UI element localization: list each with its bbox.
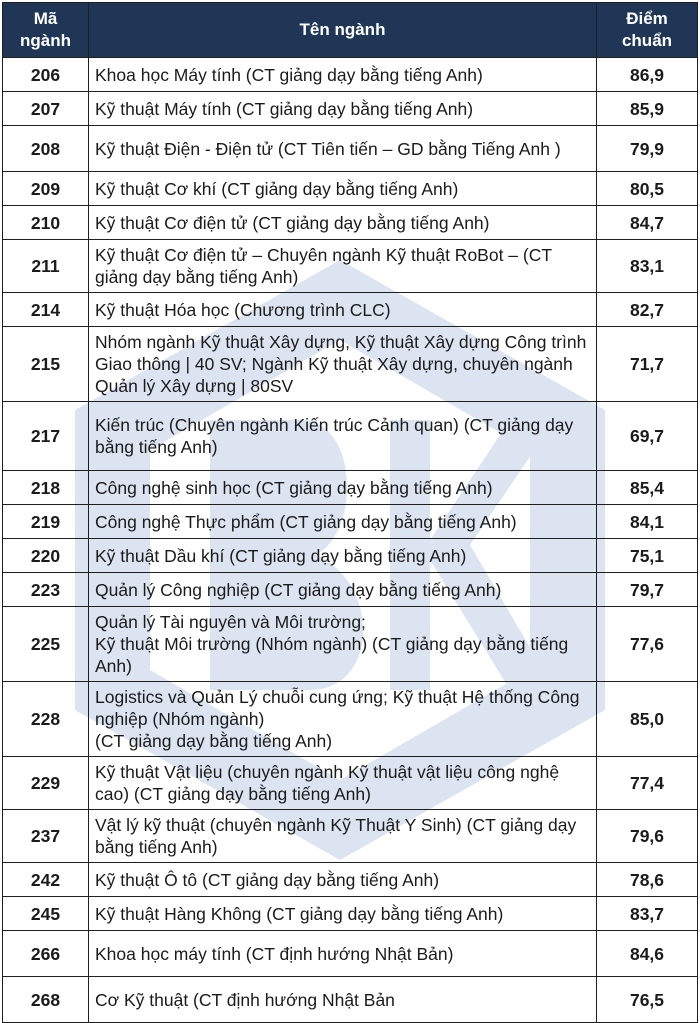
major-name-text: Quản lý Tài nguyên và Môi trường; Kỹ thuật Môi trường (Nhóm ngành) (CT giảng dạy bằng tiếng Anh) [95, 612, 569, 676]
table-row [3, 863, 698, 897]
cutoff-score-cell: 79,7 [597, 573, 698, 607]
major-name-cell [89, 402, 597, 471]
table-body [3, 58, 698, 1023]
cutoff-score-cell: 85,9 [597, 92, 698, 126]
major-code-cell: 229 [3, 757, 89, 810]
major-code-cell: 225 [3, 607, 89, 682]
header-code-text: Mã ngành [20, 9, 71, 50]
major-name-text: Kỹ thuật Dầu khí (CT giảng dạy bằng tiếng Anh) [95, 545, 467, 566]
major-name-text: Cơ Kỹ thuật (CT định hướng Nhật Bản [95, 989, 395, 1010]
major-code-cell: 215 [3, 327, 89, 402]
cutoff-score-cell: 84,6 [597, 931, 698, 977]
table-row [3, 206, 698, 240]
major-name-cell [89, 757, 597, 810]
major-code-cell: 208 [3, 126, 89, 172]
major-name-cell [89, 58, 597, 92]
major-name-text: Kỹ thuật Ô tô (CT giảng dạy bằng tiếng Anh) [95, 869, 440, 890]
table-row [3, 126, 698, 172]
table-row [3, 92, 698, 126]
header-name [89, 3, 597, 58]
cutoff-score-cell: 86,9 [597, 58, 698, 92]
major-name-cell [89, 682, 597, 757]
major-code-cell: 206 [3, 58, 89, 92]
major-name-cell [89, 573, 597, 607]
cutoff-score-cell: 71,7 [597, 327, 698, 402]
major-name-text: Kiến trúc (Chuyên ngành Kiến trúc Cảnh quan) (CT giảng dạy bằng tiếng Anh) [95, 415, 574, 457]
major-code-cell: 207 [3, 92, 89, 126]
table-row [3, 471, 698, 505]
cutoff-score-cell: 79,9 [597, 126, 698, 172]
major-name-cell [89, 240, 597, 293]
cutoff-score-cell: 80,5 [597, 172, 698, 206]
major-code-cell: 242 [3, 863, 89, 897]
major-name-cell [89, 126, 597, 172]
table-row [3, 58, 698, 92]
major-name-text: Kỹ thuật Hóa học (Chương trình CLC) [95, 299, 391, 320]
table-row [3, 607, 698, 682]
cutoff-score-cell: 77,4 [597, 757, 698, 810]
cutoff-score-cell: 84,7 [597, 206, 698, 240]
table-row [3, 897, 698, 931]
major-name-cell [89, 977, 597, 1023]
header-code [3, 3, 89, 58]
major-name-cell [89, 172, 597, 206]
cutoff-score-cell: 75,1 [597, 539, 698, 573]
major-name-text: Khoa học máy tính (CT định hướng Nhật Bản) [95, 943, 454, 964]
table-row [3, 573, 698, 607]
table-row [3, 810, 698, 863]
major-name-cell [89, 931, 597, 977]
table-row [3, 172, 698, 206]
major-code-cell: 219 [3, 505, 89, 539]
cutoff-score-cell: 69,7 [597, 402, 698, 471]
major-name-cell [89, 92, 597, 126]
major-name-text: Nhóm ngành Kỹ thuật Xây dựng, Kỹ thuật Xây dựng Công trình Giao thông | 40 SV; Ngành Kỹ thuật Xây dựng, chuyên ngành Quản lý Xây dựng | 80SV [95, 332, 587, 396]
major-name-text: Vật lý kỹ thuật (chuyên ngành Kỹ Thuật Y Sinh) (CT giảng dạy bằng tiếng Anh) [95, 815, 577, 857]
table-row [3, 977, 698, 1023]
header-score-text: Điểm chuẩn [621, 9, 673, 50]
major-name-cell [89, 471, 597, 505]
major-name-text: Kỹ thuật Cơ khí (CT giảng dạy bằng tiếng Anh) [95, 178, 459, 199]
major-name-text: Quản lý Công nghiệp (CT giảng dạy bằng tiếng Anh) [95, 579, 502, 600]
major-name-cell [89, 810, 597, 863]
cutoff-score-cell: 78,6 [597, 863, 698, 897]
cutoff-score-cell: 77,6 [597, 607, 698, 682]
major-name-cell [89, 607, 597, 682]
major-code-cell: 268 [3, 977, 89, 1023]
table-header [3, 3, 698, 58]
major-name-text: Kỹ thuật Cơ điện tử (CT giảng dạy bằng tiếng Anh) [95, 212, 490, 233]
table-row [3, 539, 698, 573]
major-code-cell: 211 [3, 240, 89, 293]
major-code-cell: 218 [3, 471, 89, 505]
major-code-cell: 266 [3, 931, 89, 977]
major-code-cell: 209 [3, 172, 89, 206]
table-row [3, 757, 698, 810]
table-row [3, 293, 698, 327]
major-name-cell [89, 897, 597, 931]
major-name-cell [89, 863, 597, 897]
major-name-text: Công nghệ sinh học (CT giảng dạy bằng tiếng Anh) [95, 477, 493, 498]
table-row [3, 402, 698, 471]
major-code-cell: 228 [3, 682, 89, 757]
header-score [597, 3, 698, 58]
table-row [3, 240, 698, 293]
table-row [3, 505, 698, 539]
major-code-cell: 214 [3, 293, 89, 327]
major-name-cell [89, 539, 597, 573]
major-name-cell [89, 293, 597, 327]
cutoff-score-cell: 83,1 [597, 240, 698, 293]
header-row [3, 3, 698, 58]
cutoff-score-cell: 82,7 [597, 293, 698, 327]
major-code-cell: 245 [3, 897, 89, 931]
table-row [3, 931, 698, 977]
major-name-text: Kỹ thuật Điện - Điện tử (CT Tiên tiến – GD bằng Tiếng Anh ) [95, 138, 561, 159]
cutoff-score-cell: 84,1 [597, 505, 698, 539]
major-code-cell: 217 [3, 402, 89, 471]
major-name-text: Logistics và Quản Lý chuỗi cung ứng; Kỹ thuật Hệ thống Công nghiệp (Nhóm ngành) (CT giảng dạy bằng tiếng Anh) [95, 687, 580, 751]
major-name-text: Kỹ thuật Cơ điện tử – Chuyên ngành Kỹ thuật RoBot – (CT giảng dạy bằng tiếng Anh) [95, 245, 552, 287]
major-name-text: Kỹ thuật Máy tính (CT giảng dạy bằng tiếng Anh) [95, 98, 474, 119]
cutoff-score-cell: 83,7 [597, 897, 698, 931]
major-code-cell: 210 [3, 206, 89, 240]
major-code-cell: 223 [3, 573, 89, 607]
admission-score-table [2, 2, 698, 1023]
major-code-cell: 237 [3, 810, 89, 863]
table-row [3, 682, 698, 757]
cutoff-score-cell: 85,0 [597, 682, 698, 757]
cutoff-score-cell: 85,4 [597, 471, 698, 505]
major-name-text: Công nghệ Thực phẩm (CT giảng dạy bằng tiếng Anh) [95, 511, 517, 532]
major-name-text: Kỹ thuật Hàng Không (CT giảng dạy bằng tiếng Anh) [95, 903, 504, 924]
header-name-text: Tên ngành [299, 20, 386, 39]
major-name-text: Kỹ thuật Vật liệu (chuyên ngành Kỹ thuật vật liệu công nghệ cao) (CT giảng dạy bằng tiếng Anh) [95, 762, 560, 804]
cutoff-score-cell: 79,6 [597, 810, 698, 863]
major-name-cell [89, 327, 597, 402]
major-name-cell [89, 505, 597, 539]
cutoff-score-cell: 76,5 [597, 977, 698, 1023]
major-name-cell [89, 206, 597, 240]
major-code-cell: 220 [3, 539, 89, 573]
major-name-text: Khoa học Máy tính (CT giảng dạy bằng tiếng Anh) [95, 64, 483, 85]
table-row [3, 327, 698, 402]
